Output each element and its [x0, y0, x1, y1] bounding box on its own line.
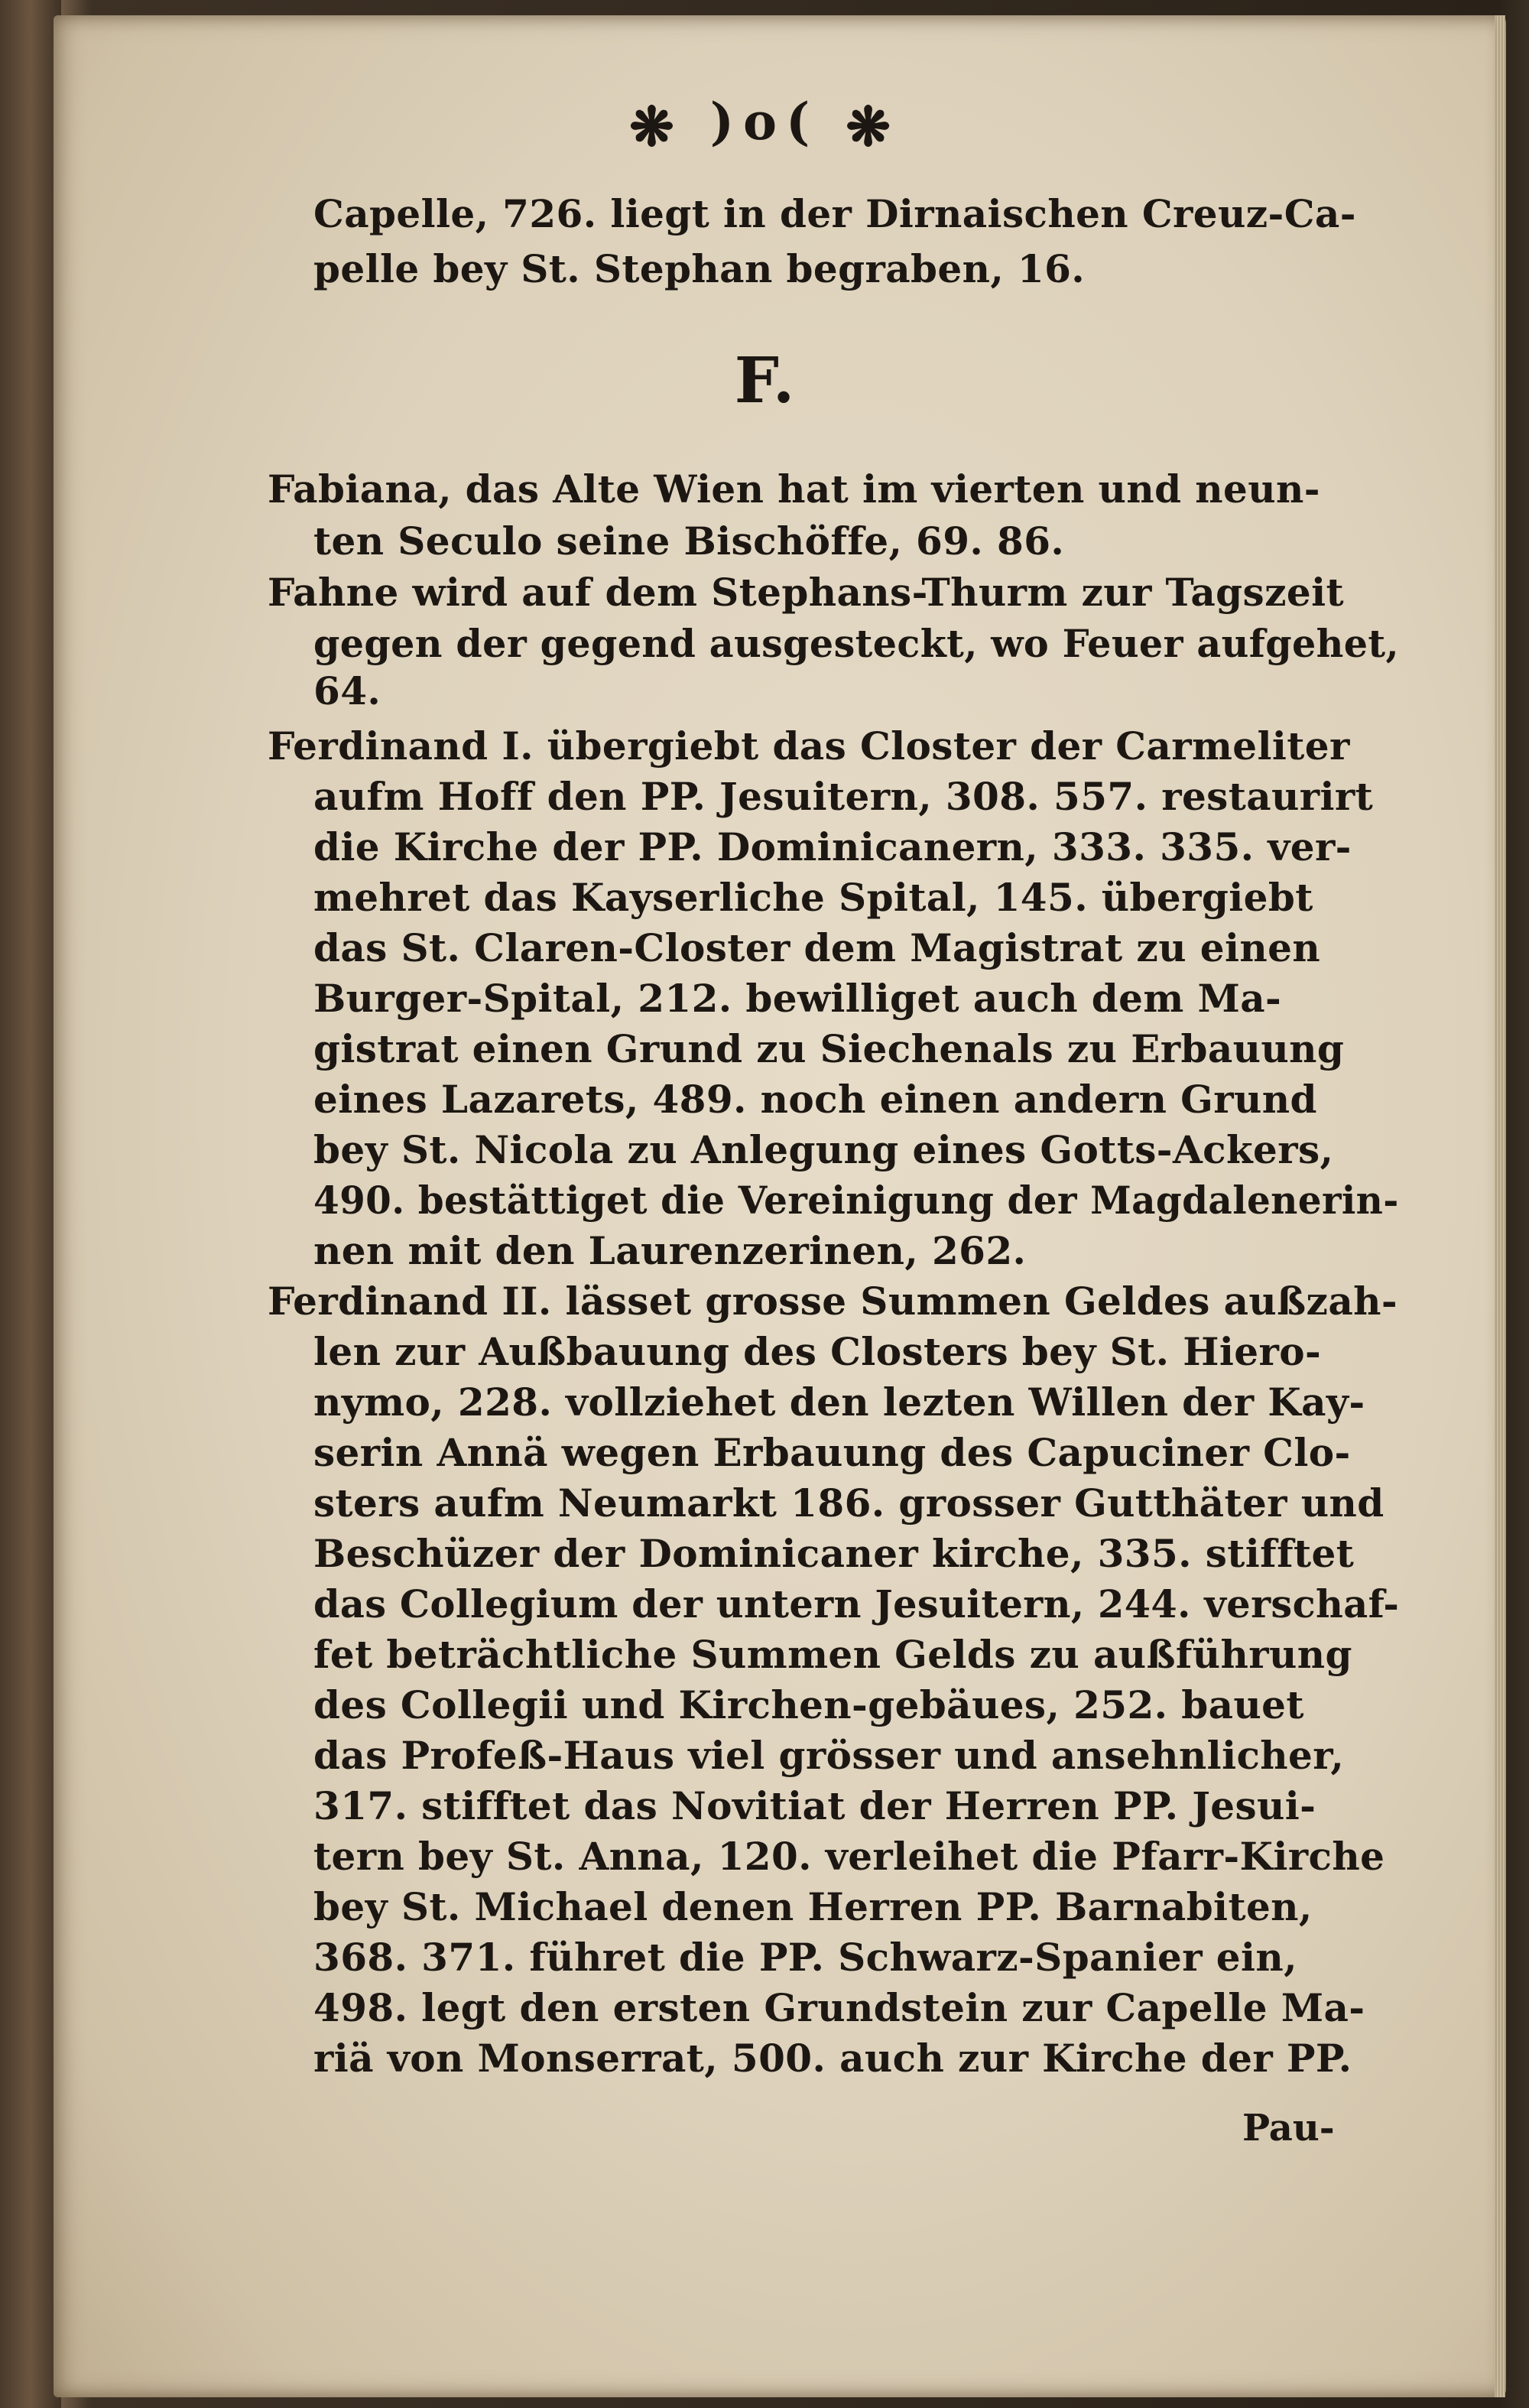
text-line: nen mit den Laurenzerinen, 262. — [313, 1228, 1027, 1273]
text-line: das St. Claren-Closter dem Magistrat zu einen — [313, 925, 1321, 970]
text-line: Beschüzer der Dominicaner kirche, 335. stifftet — [313, 1531, 1355, 1576]
text-line: das Collegium der untern Jesuitern, 244. verschaf- — [313, 1581, 1400, 1626]
text-line: bey St. Michael denen Herren PP. Barnabiten, — [313, 1884, 1313, 1929]
text-line: fet beträchtliche Summen Gelds zu außführung — [313, 1632, 1352, 1677]
text-line: Burger-Spital, 212. bewilliget auch dem Ma- — [313, 976, 1282, 1021]
section-letter: F. — [734, 344, 795, 418]
text-line: bey St. Nicola zu Anlegung eines Gotts-Ackers, — [313, 1127, 1334, 1172]
text-line: sters aufm Neumarkt 186. grosser Gutthäter und — [313, 1480, 1385, 1526]
text-line: Capelle, 726. liegt in der Dirnaischen Creuz-Ca- — [313, 191, 1356, 236]
text-line: Fabiana, das Alte Wien hat im vierten und neun- — [268, 466, 1320, 512]
header-center: )o( — [709, 92, 820, 151]
text-line: riä von Monserrat, 500. auch zur Kirche der PP. — [313, 2036, 1352, 2081]
catchword: Pau- — [1242, 2107, 1335, 2150]
text-line: nymo, 228. vollziehet den lezten Willen der Kay- — [313, 1379, 1365, 1425]
text-line: Ferdinand I. übergiebt das Closter der Carmeliter — [268, 723, 1350, 769]
ornament-left-icon: ❋ — [629, 94, 683, 158]
text-line: len zur Außbauung des Closters bey St. Hiero- — [313, 1329, 1322, 1374]
text-line: 498. legt den ersten Grundstein zur Capelle Ma- — [313, 1985, 1365, 2030]
text-line: Fahne wird auf dem Stephans-Thurm zur Tagszeit — [268, 570, 1344, 615]
text-line: serin Annä wegen Erbauung des Capuciner Clo- — [313, 1430, 1351, 1475]
text-line: aufm Hoff den PP. Jesuitern, 308. 557. restaurirt — [313, 774, 1374, 819]
page-header — [0, 92, 1529, 158]
text-line: des Collegii und Kirchen-gebäues, 252. bauet — [313, 1682, 1304, 1727]
text-line: eines Lazarets, 489. noch einen andern Grund — [313, 1077, 1317, 1122]
text-line: tern bey St. Anna, 120. verleihet die Pfarr-Kirche — [313, 1834, 1385, 1879]
text-line: pelle bey St. Stephan begraben, 16. — [313, 246, 1086, 291]
text-line: 490. bestättiget die Vereinigung der Magdalenerin- — [313, 1178, 1399, 1223]
text-line: die Kirche der PP. Dominicanern, 333. 335. ver- — [313, 824, 1352, 869]
text-line: 368. 371. führet die PP. Schwarz-Spanier ein, — [313, 1935, 1297, 1980]
ornament-right-icon: ❋ — [846, 94, 900, 158]
text-line: mehret das Kayserliche Spital, 145. übergiebt — [313, 875, 1313, 920]
text-line: 317. stifftet das Novitiat der Herren PP. Jesui- — [313, 1783, 1316, 1828]
text-line: Ferdinand II. lässet grosse Summen Geldes außzah- — [268, 1279, 1398, 1324]
text-line: 64. — [313, 668, 381, 713]
text-line: gistrat einen Grund zu Siechenals zu Erbauung — [313, 1026, 1345, 1071]
text-line: ten Seculo seine Bischöffe, 69. 86. — [313, 518, 1065, 564]
text-line: das Profeß-Haus viel grösser und ansehnlicher, — [313, 1733, 1345, 1778]
text-line: gegen der gegend ausgesteckt, wo Feuer aufgehet, — [313, 621, 1400, 666]
